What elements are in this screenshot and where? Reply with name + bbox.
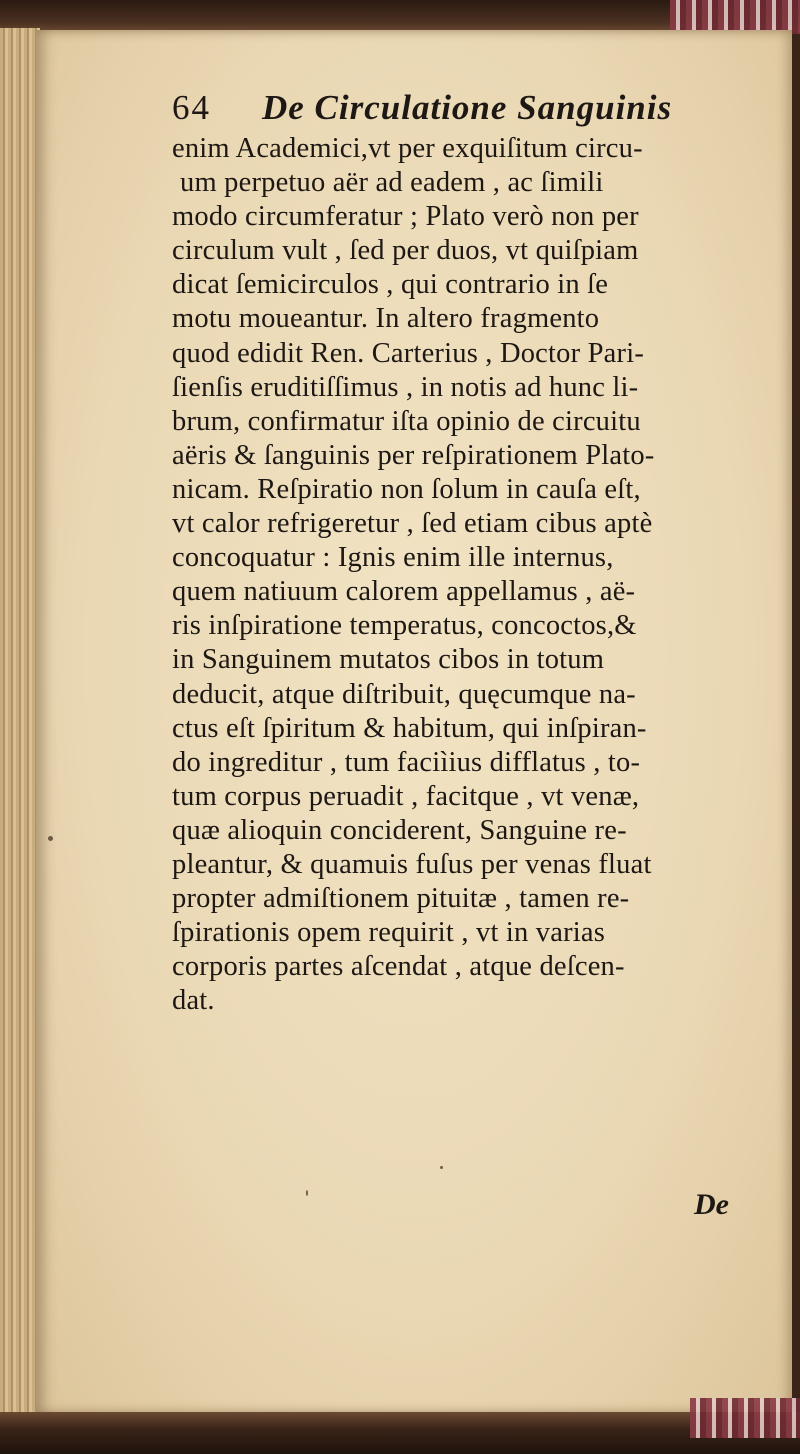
text-line: brum, confirmatur iſta opinio de circuitu — [172, 405, 641, 437]
catchword: De — [694, 1188, 729, 1221]
text-line: quod edidit Ren. Carterius , Doctor Pari- — [172, 337, 645, 369]
text-line: do ingreditur , tum faciìius difflatus , to- — [172, 746, 641, 778]
text-line: dicat ſemicirculos , qui contrario in ſe — [172, 269, 609, 301]
page-edges — [0, 28, 40, 1418]
ink-speck — [48, 836, 53, 841]
ink-speck — [306, 1190, 308, 1196]
headband-top — [670, 0, 800, 34]
text-line: dat. — [172, 985, 215, 1017]
text-line: quem natiuum calorem appellamus , aë- — [172, 576, 636, 608]
text-line: motu moueantur. In altero fragmento — [172, 303, 600, 335]
text-line: in Sanguinem mutatos cibos in totum — [172, 644, 605, 676]
page-number: 64 — [172, 88, 211, 127]
ink-speck — [440, 1166, 443, 1169]
text-line: nicam. Reſpiratio non ſolum in cauſa eſt, — [172, 473, 641, 505]
text-line: modo circumferatur ; Plato verò non per — [172, 201, 639, 233]
running-header — [172, 88, 742, 132]
text-line: um perpetuo aër ad eadem , ac ſimili — [180, 167, 604, 199]
text-line: corporis partes aſcendat , atque deſcen- — [172, 951, 625, 983]
text-line: circulum vult , ſed per duos, vt quiſpiam — [172, 235, 639, 267]
page-text — [172, 88, 742, 1018]
text-line: vt calor refrigeretur , ſed etiam cibus aptè — [172, 508, 653, 540]
body-text — [172, 132, 742, 1018]
text-line: aëris & ſanguinis per reſpirationem Plato- — [172, 439, 655, 471]
text-line: enim Academici,vt per exquiſitum circu- — [172, 133, 643, 164]
text-line: quæ alioquin conciderent, Sanguine re- — [172, 814, 627, 846]
text-line: ſienſis eruditiſſimus , in notis ad hunc li- — [172, 371, 639, 403]
text-line: ctus eſt ſpiritum & habitum, qui inſpiran- — [172, 712, 647, 744]
text-line: deducit, atque diſtribuit, quęcumque na- — [172, 678, 636, 710]
text-line: concoquatur : Ignis enim ille internus, — [172, 542, 614, 574]
text-line: propter admiſtionem pituitæ , tamen re- — [172, 883, 630, 915]
text-line: ris inſpiratione temperatus, concoctos,& — [172, 610, 637, 642]
text-line: ſpirationis opem requirit , vt in varias — [172, 917, 606, 949]
text-line: pleantur, & quamuis fuſus per venas fluat — [172, 848, 652, 880]
running-title: De Circulatione Sanguinis — [262, 88, 673, 127]
headband-bottom — [690, 1398, 800, 1438]
text-line: tum corpus peruadit , facitque , vt venæ, — [172, 780, 640, 812]
book-cover-bottom — [0, 1412, 800, 1454]
